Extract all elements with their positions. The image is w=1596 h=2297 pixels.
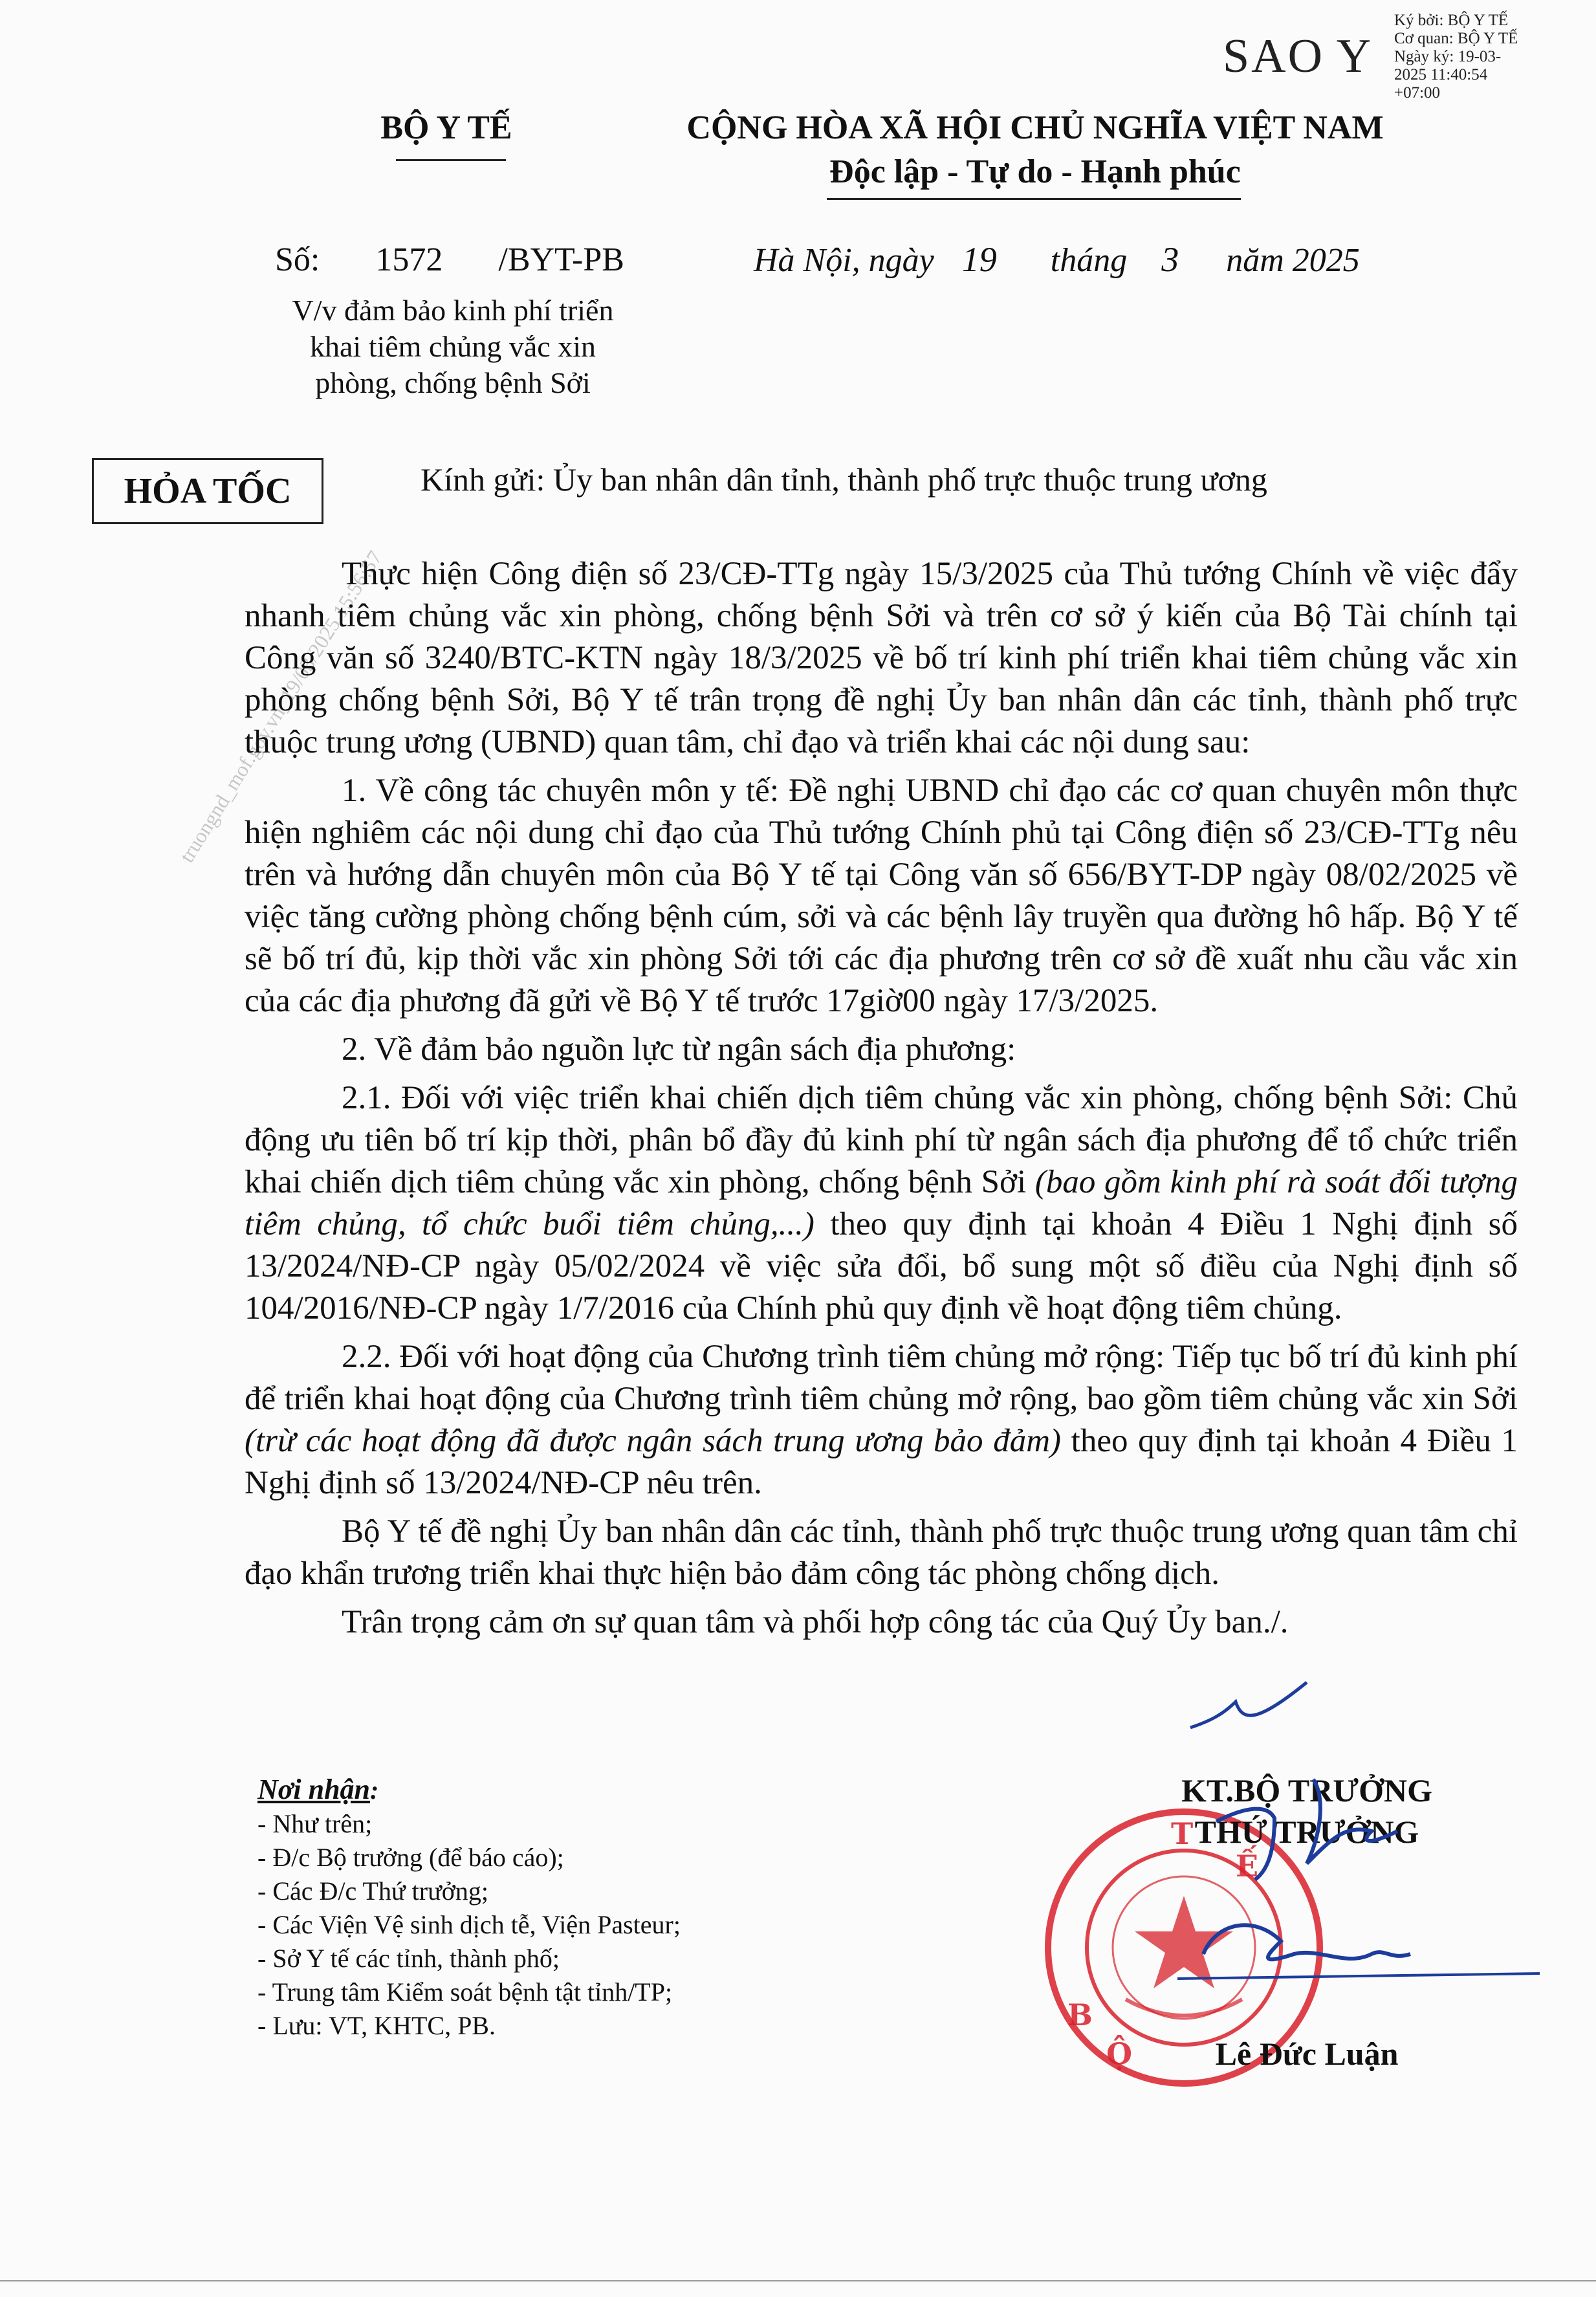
svg-text:B: B — [1067, 1997, 1093, 2032]
recipient-item: - Lưu: VT, KHTC, PB. — [257, 2011, 496, 2040]
recipients-list — [257, 1773, 681, 2043]
body-paragraph: 1. Về công tác chuyên môn y tế: Đề nghị UBND chỉ đạo các cơ quan chuyên môn thực hiện nghiêm các nội dung chỉ đạo của Thủ tướng Chính phủ tại Công điện số 23/CĐ-TTg nêu trên và hướng dẫn chuyên môn của Bộ Y tế tại Công văn số 656/BYT-DP ngày 08/02/2025 về việc tăng cường phòng chống bệnh cúm, sởi và các bệnh lây truyền qua đường hô hấp. Bộ Y tế sẽ bố trí đủ, kịp thời vắc xin phòng Sởi tới các địa phương trên cơ sở đề xuất nhu cầu vắc xin của các địa phương đã gửi về Bộ Y tế trước 17giờ00 ngày 17/3/2025. — [245, 773, 1518, 1019]
copy-mark: SAO Y — [1223, 30, 1373, 83]
recipient-item: - Trung tâm Kiểm soát bệnh tật tỉnh/TP; — [257, 1977, 673, 2006]
document-number — [275, 241, 624, 279]
place-and-date — [754, 239, 1360, 280]
date-place: Hà Nội, ngày — [754, 242, 934, 279]
issuing-organization: BỘ Y TẾ — [380, 109, 512, 146]
date-day: 19 — [961, 240, 997, 279]
recipient-item: - Các Đ/c Thứ trưởng; — [257, 1876, 489, 1906]
body-text: 2.2. Đối với hoạt động của Chương trình tiêm chủng mở rộng: Tiếp tục bố trí đủ kinh phí để triển khai hoạt động của Chương trình tiêm chủng mở rộng, bao gồm tiêm chủng vắc xin Sởi — [245, 1339, 1518, 1417]
recipient-item: - Như trên; — [257, 1809, 373, 1838]
watermark-text: truongnd_mof.gov.vn_19/03/2025 15:56:57 — [175, 546, 387, 867]
svg-text:Ế: Ế — [1236, 1849, 1259, 1884]
body-paragraph: Thực hiện Công điện số 23/CĐ-TTg ngày 15/3/2025 của Thủ tướng Chính về việc đẩy nhanh tiêm chủng vắc xin phòng, chống bệnh Sởi và trên cơ sở ý kiến của Bộ Tài chính tại Công văn số 3240/BTC-KTN ngày 18/3/2025 về bố trí kinh phí triển khai tiêm chủng vắc xin phòng chống bệnh Sởi, Bộ Y tế trân trọng đề nghị Ủy ban nhân dân các tỉnh, thành phố trực thuộc trung ương (UBND) quan tâm, chỉ đạo và triển khai các nội dung sau: — [245, 556, 1518, 760]
recipients-heading: Nơi nhận — [257, 1774, 371, 1805]
motto-underline — [827, 198, 1241, 200]
body-paragraph: Trân trọng cảm ơn sự quan tâm và phối hợp công tác của Quý Ủy ban./. — [342, 1604, 1289, 1640]
document-number-suffix: /BYT-PB — [498, 241, 624, 278]
body-paragraph — [245, 1336, 1518, 1504]
recipient-item: - Đ/c Bộ trưởng (để báo cáo); — [257, 1843, 564, 1872]
body-text-italic: (bao gồm kinh phí rà soát đối tượng tiêm chủng, tổ chức buổi tiêm chủng,...) — [245, 1164, 1518, 1242]
recipient-line: Kính gửi: Ủy ban nhân dân tỉnh, thành phố trực thuộc trung ương — [421, 461, 1267, 498]
page-edge-line — [0, 2280, 1596, 2281]
svg-text:T: T — [1171, 1816, 1194, 1851]
body-text-italic: (trừ các hoạt động đã được ngân sách trung ương bảo đảm) — [245, 1423, 1062, 1459]
svg-text:Ộ: Ộ — [1106, 2036, 1133, 2071]
organization-underline — [396, 159, 506, 161]
recipient-item: - Các Viện Vệ sinh dịch tễ, Viện Pasteur; — [257, 1910, 681, 1939]
document-subject: V/v đảm bảo kinh phí triển khai tiêm chủng vắc xin phòng, chống bệnh Sởi — [292, 294, 614, 399]
date-month-label: tháng — [1050, 242, 1128, 279]
digital-signature-line: Ngày ký: 19-03- — [1394, 48, 1502, 65]
body-text: theo quy định tại khoản 4 Điều 1 Nghị định số 13/2024/NĐ-CP nêu trên. — [245, 1423, 1518, 1501]
body-paragraph — [245, 1077, 1518, 1330]
signature-title-1: KT.BỘ TRƯỞNG — [1181, 1772, 1432, 1808]
body-text: theo quy định tại khoản 4 Điều 1 Nghị định số 13/2024/NĐ-CP ngày 05/02/2024 về việc sửa đổi, bổ sung một số điều của Nghị định số 104/2016/NĐ-CP ngày 1/7/2016 của Chính phủ quy định về hoạt động tiêm chủng. — [245, 1206, 1518, 1326]
body-paragraph: 2. Về đảm bảo nguồn lực từ ngân sách địa phương: — [342, 1031, 1016, 1068]
digital-signature-line: +07:00 — [1394, 84, 1441, 102]
national-title: CỘNG HÒA XÃ HỘI CHỦ NGHĨA VIỆT NAM — [686, 109, 1384, 146]
digital-signature-info — [1394, 12, 1518, 102]
signature-title-2: THỨ TRƯỞNG — [1194, 1814, 1419, 1850]
urgency-badge: HỎA TỐC — [92, 458, 323, 524]
recipients-heading-colon: : — [370, 1775, 379, 1805]
date-month: 3 — [1161, 240, 1179, 279]
body-paragraph: Bộ Y tế đề nghị Ủy ban nhân dân các tỉnh, thành phố trực thuộc trung ương quan tâm chỉ đạo khẩn trương triển khai thực hiện bảo đảm công tác phòng chống dịch. — [245, 1513, 1518, 1592]
digital-signature-line: Cơ quan: BỘ Y TẾ — [1394, 30, 1518, 47]
national-motto: Độc lập - Tự do - Hạnh phúc — [829, 153, 1241, 190]
signer-name: Lê Đức Luận — [1215, 2036, 1399, 2072]
recipient-item: - Sở Y tế các tỉnh, thành phố; — [257, 1944, 560, 1973]
digital-signature-line: 2025 11:40:54 — [1394, 66, 1488, 83]
digital-signature-line: Ký bởi: BỘ Y TẾ — [1394, 12, 1509, 29]
initials-mark-icon — [1184, 1676, 1313, 1747]
document-body — [245, 553, 1518, 1650]
document-number-value: 1572 — [375, 241, 443, 278]
document-number-prefix: Số: — [275, 241, 320, 278]
handwritten-signature-icon — [1177, 1760, 1540, 2032]
date-year: năm 2025 — [1226, 242, 1360, 279]
body-text: 2.1. Đối với việc triển khai chiến dịch tiêm chủng vắc xin phòng, chống bệnh Sởi: Chủ động ưu tiên bố trí kịp thời, phân bổ đầy đủ kinh phí từ ngân sách địa phương để tổ chức triển khai chiến dịch tiêm chủng vắc xin phòng, chống bệnh Sởi — [245, 1080, 1518, 1200]
